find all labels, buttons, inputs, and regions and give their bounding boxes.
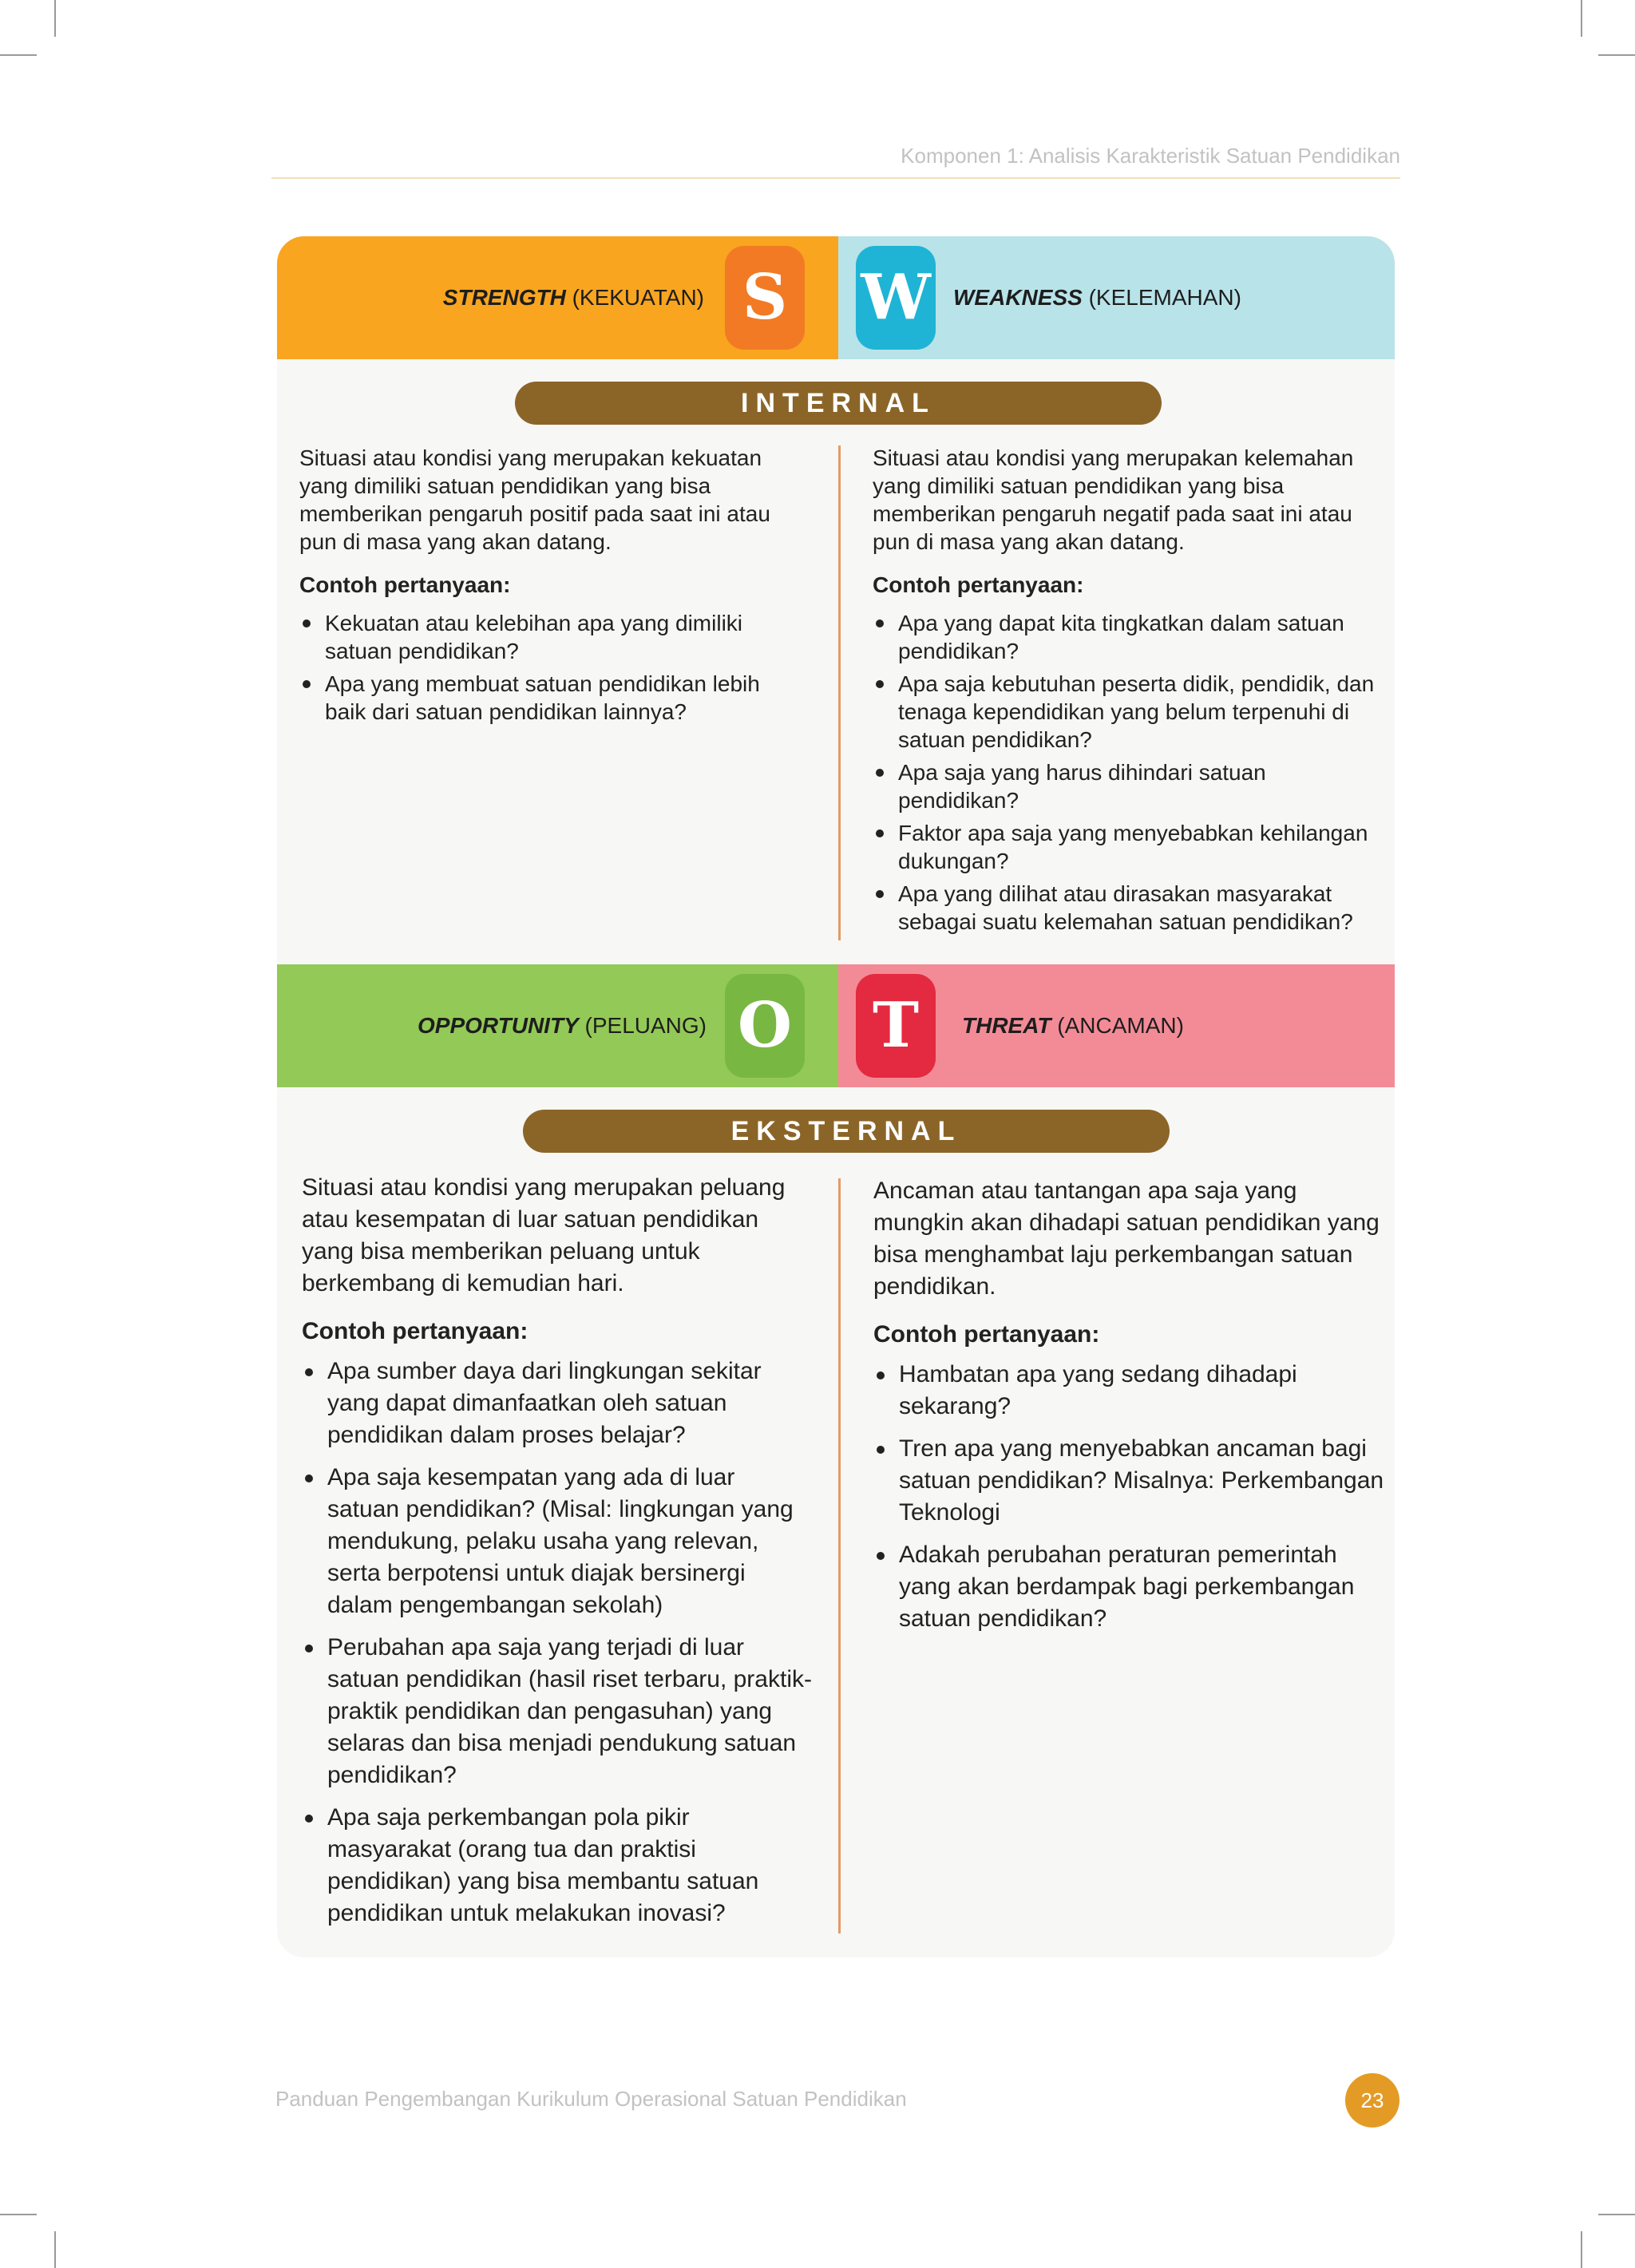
threat-band [838,964,1395,1087]
threat-question: Hambatan apa yang sedang dihadapi sekarang? [873,1359,1384,1423]
crop-mark [0,2214,37,2215]
threat-description: Ancaman atau tantangan apa saja yang mungkin akan dihadapi satuan pendidikan yang bisa menghambat laju perkembangan satuan pendidikan. [873,1178,1380,1300]
threat-questions-label: Contoh pertanyaan: [873,1321,1100,1348]
weakness-title: WEAKNESS [953,285,1083,310]
page-number: 23 [1345,2073,1399,2127]
weakness-questions-label: Contoh pertanyaan: [873,572,1084,597]
weakness-subtitle: (KELEMAHAN) [1088,285,1241,310]
strength-title: STRENGTH [442,285,566,310]
crop-mark [54,0,56,37]
threat-column [873,1175,1384,1645]
threat-t-icon: T [856,974,936,1078]
opportunity-question: Perubahan apa saja yang terjadi di luar satuan pendidikan (hasil riset terbaru, praktik- praktik pendidikan dan pengasuhan) yang selaras dan bisa menjadi pendukung satuan pendidikan? [302,1632,813,1791]
opportunity-subtitle: (PELUANG) [584,1013,707,1038]
strength-column [299,444,802,730]
weakness-w-icon: W [856,246,936,350]
strength-s-icon: S [725,246,805,350]
strength-question: Kekuatan atau kelebihan apa yang dimiliki satuan pendidikan? [299,609,802,665]
strength-question-list [299,609,802,726]
strength-description: Situasi atau kondisi yang merupakan kekuatan yang dimiliki satuan pendidikan yang bisa memberikan pengaruh positif pada saat ini atau pun di masa yang akan datang. [299,445,770,554]
threat-question-list [873,1359,1384,1635]
crop-mark [0,54,37,56]
internal-section-label: INTERNAL [515,382,1162,425]
weakness-question: Apa saja yang harus dihindari satuan pendidikan? [873,758,1376,814]
strength-heading [443,236,704,359]
column-divider [838,1178,841,1934]
running-head: Komponen 1: Analisis Karakteristik Satuan Pendidikan [901,144,1400,168]
weakness-question: Apa yang dilihat atau dirasakan masyarakat sebagai suatu kelemahan satuan pendidikan? [873,880,1376,936]
page-header [271,144,1400,185]
threat-subtitle: (ANCAMAN) [1057,1013,1184,1038]
strength-question: Apa yang membuat satuan pendidikan lebih baik dari satuan pendidikan lainnya? [299,670,802,726]
opportunity-question: Apa sumber daya dari lingkungan sekitar yang dapat dimanfaatkan oleh satuan pendidikan dalam proses belajar? [302,1356,813,1451]
threat-question: Adakah perubahan peraturan pemerintah yang akan berdampak bagi perkembangan satuan pendidikan? [873,1539,1384,1635]
crop-mark [1581,0,1582,37]
eksternal-section-label: EKSTERNAL [523,1110,1170,1153]
opportunity-title: OPPORTUNITY [418,1013,579,1038]
crop-mark [1598,2214,1635,2215]
weakness-band [838,236,1395,359]
footer-title: Panduan Pengembangan Kurikulum Operasional Satuan Pendidikan [275,2087,907,2111]
weakness-question-list [873,609,1376,936]
opportunity-band [277,964,838,1087]
weakness-description: Situasi atau kondisi yang merupakan kelemahan yang dimiliki satuan pendidikan yang bisa memberikan pengaruh negatif pada saat ini atau pun di masa yang akan datang. [873,445,1354,554]
column-divider [838,445,841,940]
weakness-column [873,444,1376,940]
opportunity-question-list [302,1356,813,1930]
weakness-question: Apa yang dapat kita tingkatkan dalam satuan pendidikan? [873,609,1376,665]
strength-questions-label: Contoh pertanyaan: [299,572,511,597]
threat-heading [962,964,1184,1087]
strength-band [277,236,838,359]
weakness-question: Faktor apa saja yang menyebabkan kehilangan dukungan? [873,819,1376,875]
opportunity-description: Situasi atau kondisi yang merupakan peluang atau kesempatan di luar satuan pendidikan yang bisa memberikan peluang untuk berkembang di kemudian hari. [302,1174,786,1296]
header-rule [271,177,1400,179]
strength-subtitle: (KEKUATAN) [572,285,704,310]
threat-title: THREAT [962,1013,1051,1038]
opportunity-question: Apa saja kesempatan yang ada di luar satuan pendidikan? (Misal: lingkungan yang mendukung, pelaku usaha yang relevan, serta berpotensi untuk diajak bersinergi dalam pengembangan sekolah) [302,1462,813,1621]
opportunity-question: Apa saja perkembangan pola pikir masyarakat (orang tua dan praktisi pendidikan) yang bisa membantu satuan pendidikan untuk melakukan inovasi? [302,1802,813,1930]
opportunity-column [302,1172,813,1940]
crop-mark [1598,54,1635,56]
swot-card [277,236,1395,1957]
threat-question: Tren apa yang menyebabkan ancaman bagi satuan pendidikan? Misalnya: Perkembangan Teknologi [873,1433,1384,1529]
crop-mark [1581,2231,1582,2268]
opportunity-heading [418,964,707,1087]
opportunity-o-icon: O [725,974,805,1078]
opportunity-questions-label: Contoh pertanyaan: [302,1318,529,1344]
weakness-question: Apa saja kebutuhan peserta didik, pendidik, dan tenaga kependidikan yang belum terpenuhi di satuan pendidikan? [873,670,1376,754]
weakness-heading [953,236,1241,359]
crop-mark [54,2231,56,2268]
